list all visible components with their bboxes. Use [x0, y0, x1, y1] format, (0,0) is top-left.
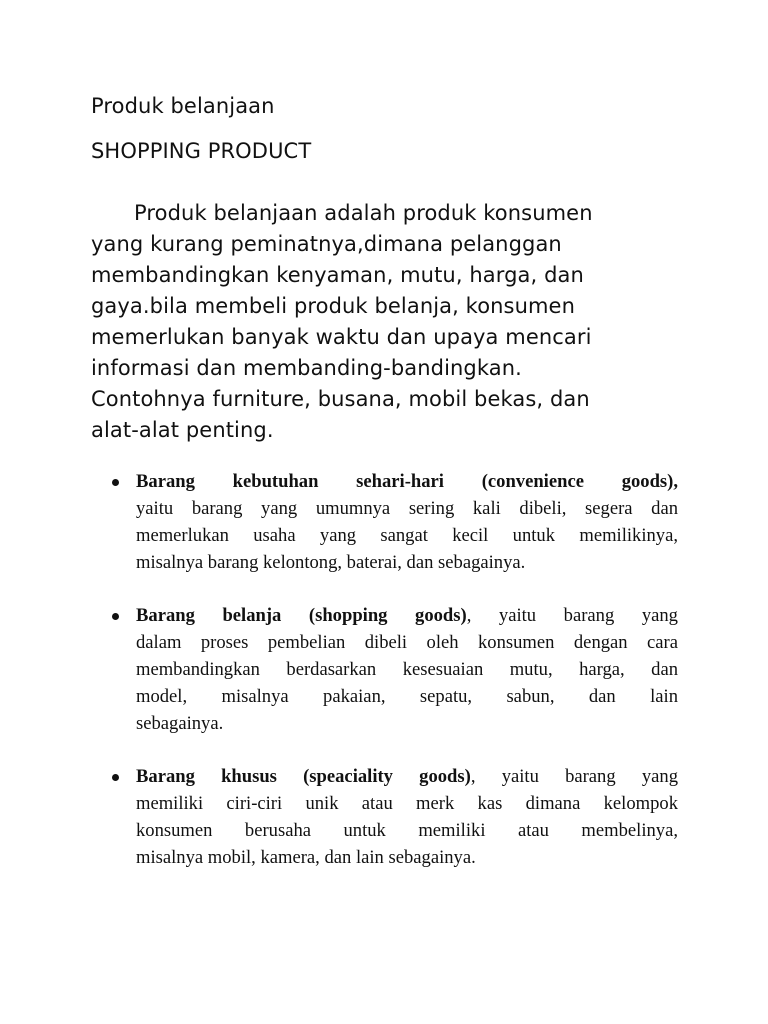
bullet-icon	[112, 613, 119, 620]
intro-line: Contohnya furniture, busana, mobil bekas, dan	[91, 387, 590, 411]
bullet-item-speciality-goods	[108, 763, 678, 871]
bullet-heading-line: Barang khusus (speaciality goods), yaitu barang yang	[136, 766, 678, 787]
bullet-line: yaitu barang yang umumnya sering kali dibeli, segera dan	[136, 498, 678, 519]
document-title: Produk belanjaan	[91, 94, 275, 118]
intro-line: yang kurang peminatnya,dimana pelanggan	[91, 232, 562, 256]
bullet-line: model, misalnya pakaian, sepatu, sabun, dan lain	[136, 686, 678, 707]
bullet-heading-line: Barang belanja (shopping goods), yaitu barang yang	[136, 605, 678, 626]
bullet-line: memiliki ciri-ciri unik atau merk kas dimana kelompok	[136, 793, 678, 814]
bullet-line: dalam proses pembelian dibeli oleh konsumen dengan cara	[136, 632, 678, 653]
bullet-term: Barang khusus (speaciality goods)	[136, 766, 471, 787]
bullet-icon	[112, 774, 119, 781]
bullet-line: konsumen berusaha untuk memiliki atau membelinya,	[136, 820, 678, 841]
bullet-heading-line	[136, 468, 678, 495]
bullet-line: misalnya barang kelontong, baterai, dan sebagainya.	[136, 552, 526, 573]
bullet-line: membandingkan berdasarkan kesesuaian mutu, harga, dan	[136, 659, 678, 680]
intro-line: membandingkan kenyaman, mutu, harga, dan	[91, 263, 584, 287]
bullet-term: Barang kebutuhan sehari-hari (convenience goods),	[136, 471, 678, 492]
bullet-line: sebagainya.	[136, 713, 224, 734]
bullet-item-convenience-goods	[108, 468, 678, 576]
intro-line: informasi dan membanding-bandingkan.	[91, 356, 522, 380]
document-subtitle: SHOPPING PRODUCT	[91, 139, 312, 163]
intro-line: Produk belanjaan adalah produk konsumen	[134, 201, 593, 225]
intro-line: memerlukan banyak waktu dan upaya mencari	[91, 325, 592, 349]
intro-line: gaya.bila membeli produk belanja, konsumen	[91, 294, 575, 318]
bullet-line: memerlukan usaha yang sangat kecil untuk memilikinya,	[136, 525, 678, 546]
bullet-item-shopping-goods	[108, 602, 678, 737]
intro-paragraph	[91, 198, 651, 446]
bullet-line: misalnya mobil, kamera, dan lain sebagainya.	[136, 847, 476, 868]
bullet-term: Barang belanja (shopping goods)	[136, 605, 467, 626]
goods-bullet-list	[108, 468, 678, 897]
bullet-icon	[112, 479, 119, 486]
intro-line: alat-alat penting.	[91, 418, 274, 442]
